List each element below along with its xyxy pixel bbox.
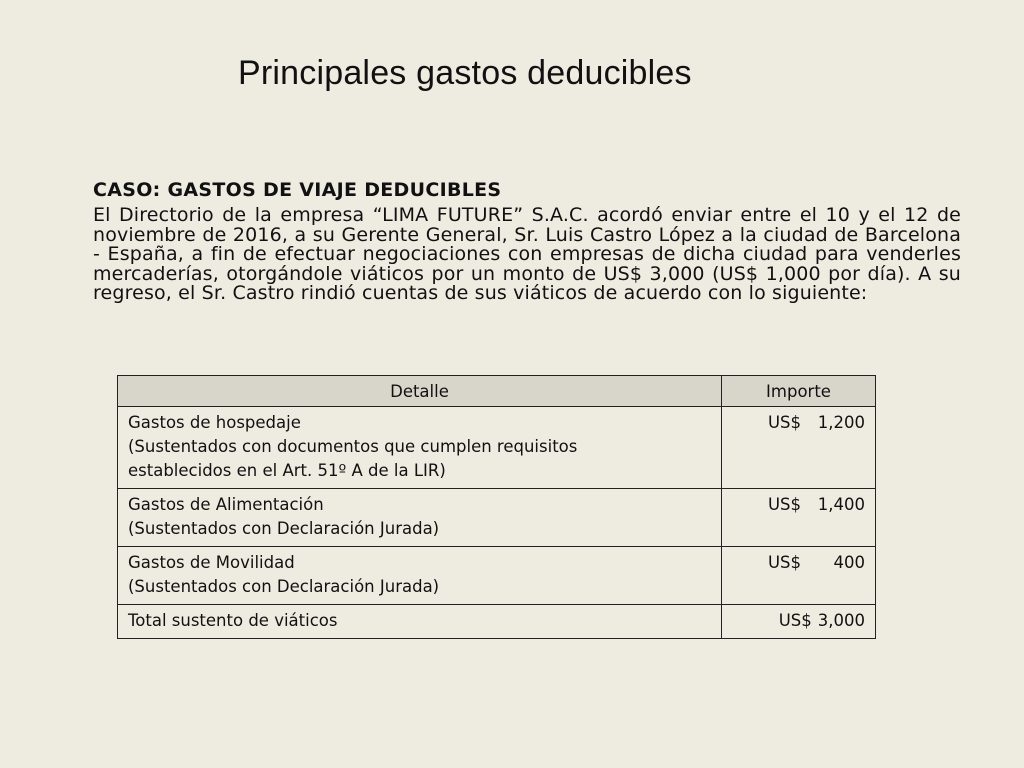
row-title: Gastos de Alimentación (128, 495, 324, 514)
row-title: Gastos de Movilidad (128, 553, 295, 572)
row-amount-cell (722, 547, 876, 605)
row-amount-cell (722, 489, 876, 547)
currency-label: US$ (767, 495, 801, 514)
header-detalle: Detalle (118, 376, 722, 407)
table-row (118, 489, 876, 547)
header-importe: Importe (722, 376, 876, 407)
total-amount-cell (722, 605, 876, 639)
row-detail-cell (118, 407, 722, 489)
row-note: (Sustentados con Declaración Jurada) (128, 519, 440, 538)
amount-value: 1,200 (817, 413, 865, 432)
currency-label: US$ (767, 413, 801, 432)
amount-value: 1,400 (817, 495, 865, 514)
currency-label: US$ (778, 611, 812, 630)
slide-title: Principales gastos deducibles (238, 54, 692, 92)
currency-label: US$ (767, 553, 801, 572)
row-note: (Sustentados con documentos que cumplen requisitos (128, 437, 578, 456)
row-amount-cell (722, 407, 876, 489)
table-row (118, 407, 876, 489)
total-amount-value: 3,000 (817, 611, 865, 630)
table-header-row (118, 376, 876, 407)
row-title: Gastos de hospedaje (128, 413, 301, 432)
amount-value: 400 (833, 553, 865, 572)
total-label-cell: Total sustento de viáticos (118, 605, 722, 639)
case-description: El Directorio de la empresa “LIMA FUTURE” S.A.C. acordó enviar entre el 10 y el 12 de noviembre de 2016, a su Gerente General, Sr. Luis Castro López a la ciudad de Barcelona - España, a fin de efectuar negociaciones con empresas de dicha ciudad para venderles mercaderías, otorgándole viáticos por un monto de US$ 3,000 (US$ 1,000 por día). A su regreso, el Sr. Castro rindió cuentas de sus viáticos de acuerdo con lo siguiente: (93, 204, 961, 304)
row-detail-cell (118, 489, 722, 547)
table-total-row (118, 605, 876, 639)
row-detail-cell (118, 547, 722, 605)
table-row (118, 547, 876, 605)
case-heading: CASO: GASTOS DE VIAJE DEDUCIBLES (93, 179, 502, 201)
expenses-table (117, 375, 876, 639)
row-note: establecidos en el Art. 51º A de la LIR) (128, 461, 446, 480)
row-note: (Sustentados con Declaración Jurada) (128, 577, 440, 596)
